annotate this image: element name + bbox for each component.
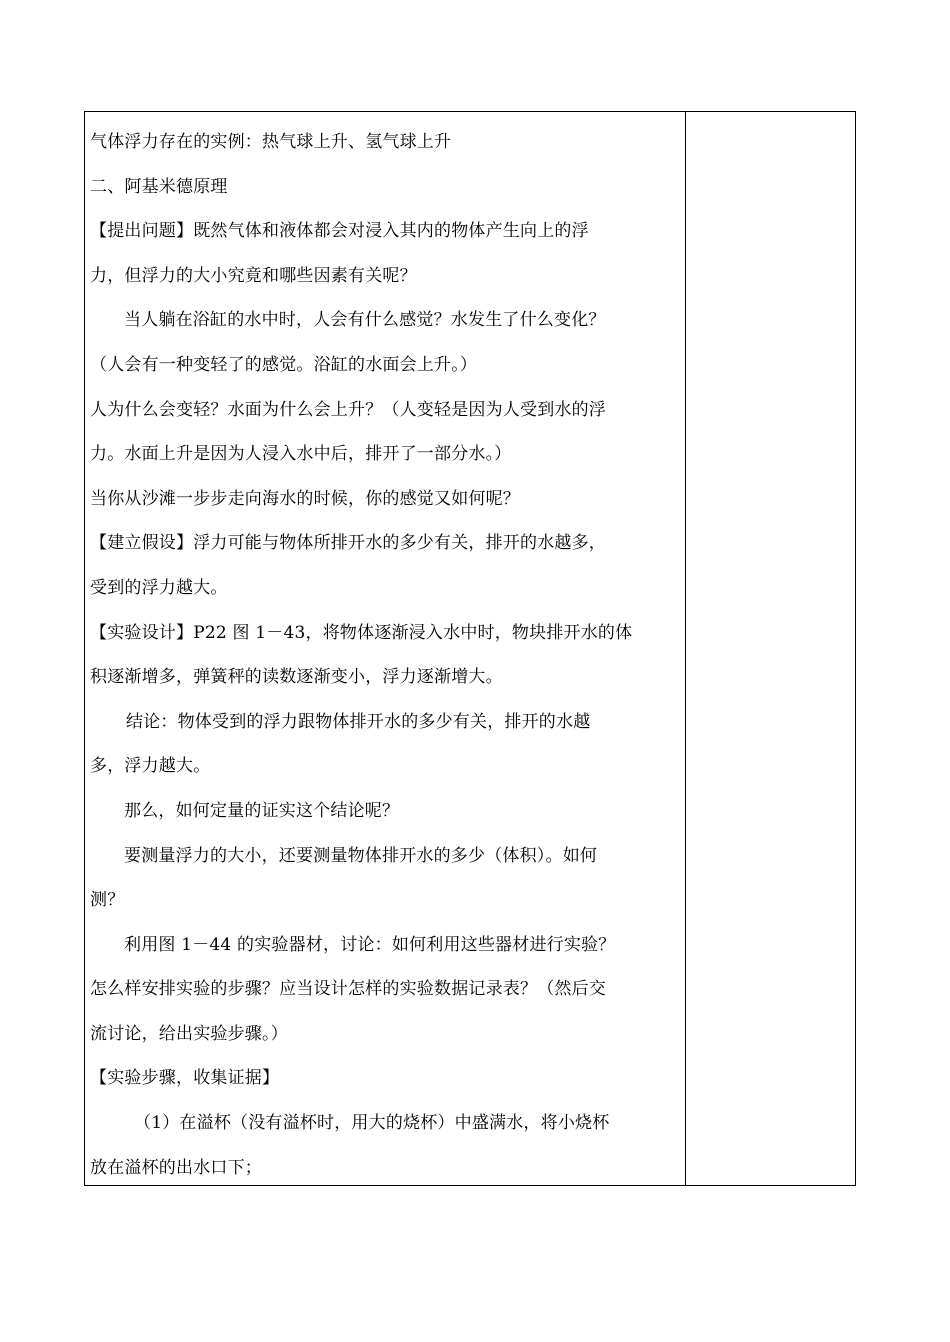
text-line: 多，浮力越大。 — [90, 756, 211, 777]
section-heading: 二、阿基米德原理 — [90, 176, 228, 197]
text-line: 结论：物体受到的浮力跟物体排开水的多少有关，排开的水越 — [126, 711, 591, 732]
text-line: 流讨论，给出实验步骤。） — [90, 1023, 288, 1044]
text-line: 【提出问题】既然气体和液体都会对浸入其内的物体产生向上的浮 — [90, 221, 589, 242]
text-line: 要测量浮力的大小，还要测量物体排开水的多少（体积）。如何 — [124, 845, 598, 866]
text-line: 积逐渐增多，弹簧秤的读数逐渐变小，浮力逐渐增大。 — [90, 667, 503, 688]
text-line: 【实验设计】P22 图 1－43，将物体逐渐浸入水中时，物块排开水的体 — [90, 622, 633, 643]
lesson-table — [84, 111, 856, 1186]
text-line: 当你从沙滩一步步走向海水的时候，你的感觉又如何呢？ — [90, 488, 520, 509]
text-line: 放在溢杯的出水口下； — [90, 1157, 262, 1178]
text-line: 【实验步骤，收集证据】 — [90, 1068, 280, 1089]
text-line: 【建立假设】浮力可能与物体所排开水的多少有关，排开的水越多， — [90, 533, 606, 554]
text-line: 力，但浮力的大小究竟和哪些因素有关呢？ — [90, 265, 417, 286]
text-line: （1）在溢杯（没有溢杯时，用大的烧杯）中盛满水，将小烧杯 — [134, 1113, 610, 1134]
notes-cell — [686, 112, 855, 1185]
text-line: 人为什么会变轻？水面为什么会上升？（人变轻是因为人受到水的浮 — [90, 399, 606, 420]
text-line: （人会有一种变轻了的感觉。浴缸的水面会上升。） — [90, 354, 478, 375]
text-line: 气体浮力存在的实例：热气球上升、氢气球上升 — [90, 132, 452, 152]
text-line: 怎么样安排实验的步骤？应当设计怎样的实验数据记录表？（然后交 — [90, 979, 606, 1000]
text-line: 受到的浮力越大。 — [90, 577, 228, 598]
text-line: 当人躺在浴缸的水中时，人会有什么感觉？水发生了什么变化？ — [124, 310, 606, 331]
text-line: 那么，如何定量的证实这个结论呢？ — [124, 800, 400, 821]
text-line: 利用图 1－44 的实验器材，讨论：如何利用这些器材进行实验？ — [124, 934, 616, 955]
content-cell — [85, 112, 686, 1185]
text-line: 测？ — [90, 890, 125, 911]
text-line: 力。水面上升是因为人浸入水中后，排开了一部分水。） — [90, 444, 512, 465]
